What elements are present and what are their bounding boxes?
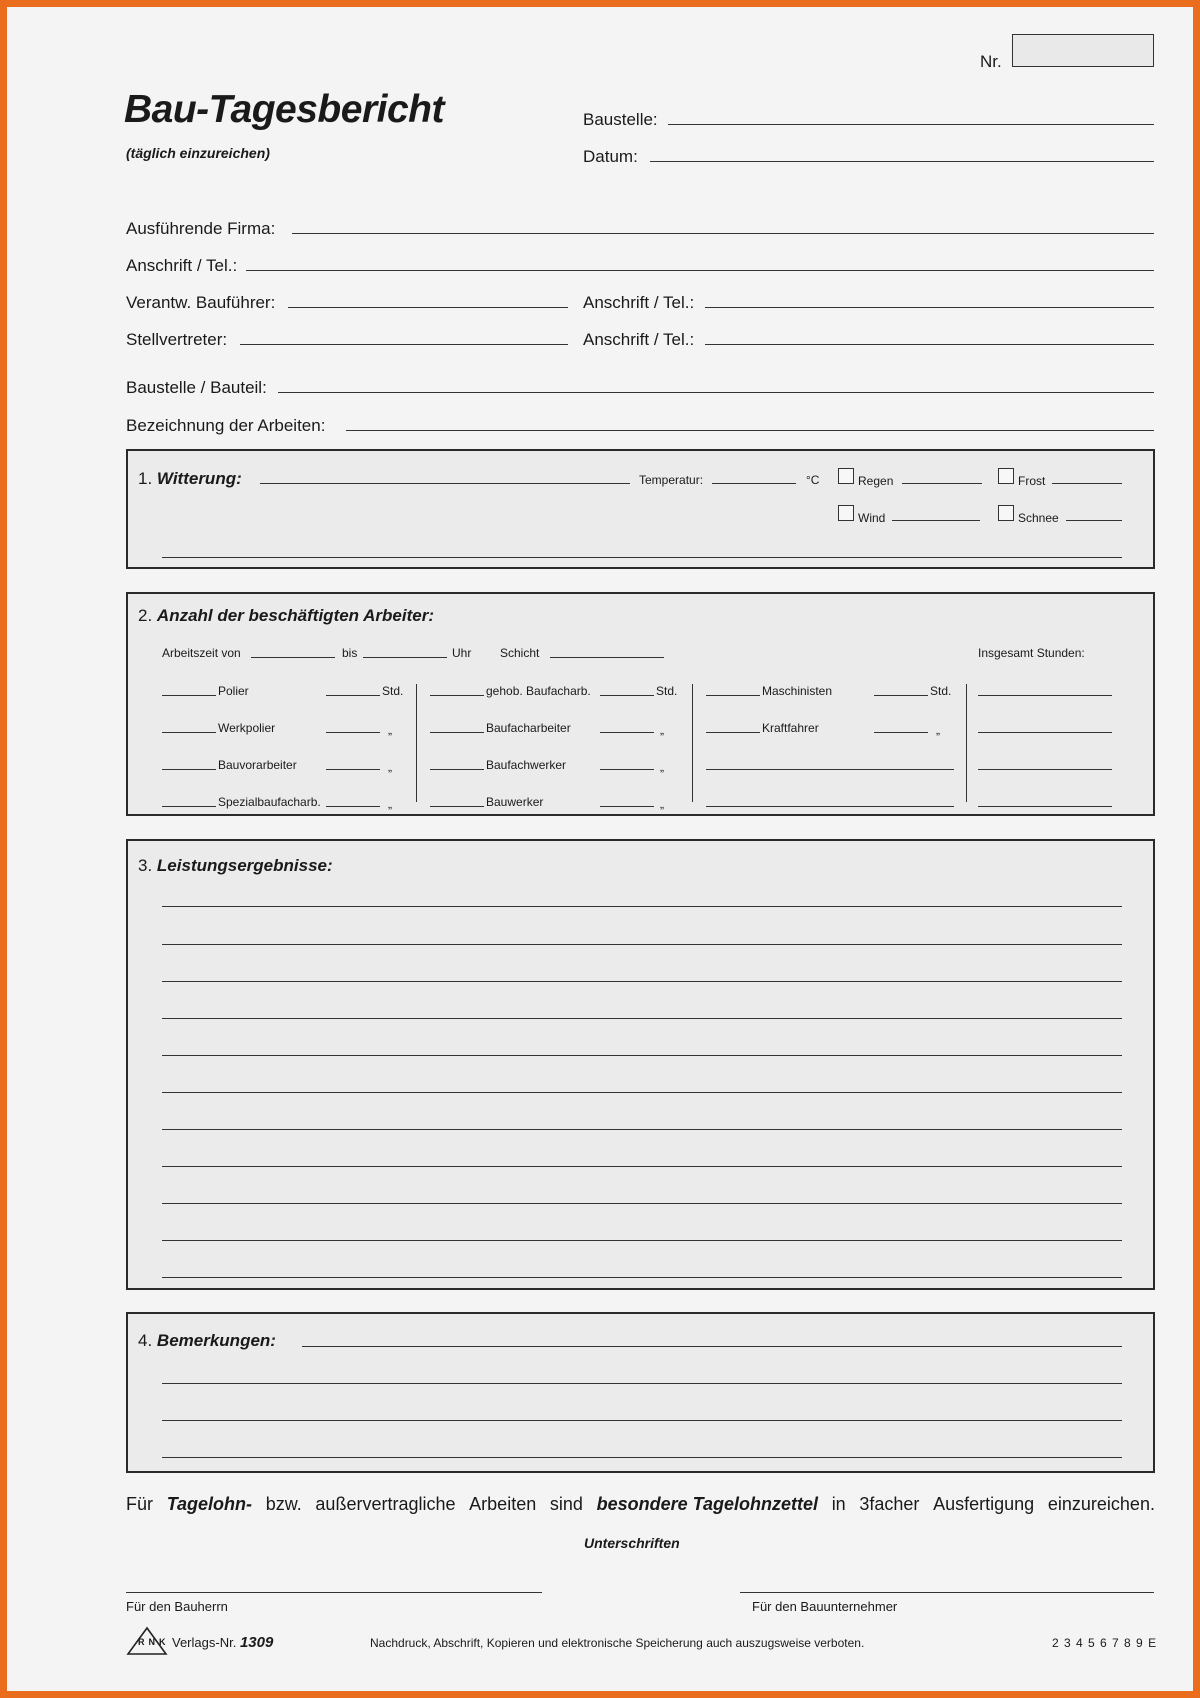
leistung-line[interactable] [162, 1166, 1122, 1167]
bemerkung-line[interactable] [162, 1383, 1122, 1384]
anschrift-label: Anschrift / Tel.: [126, 256, 238, 275]
leistung-line[interactable] [162, 1240, 1122, 1241]
publisher-logo [126, 1626, 168, 1656]
bauwerker-label: Bauwerker [486, 795, 544, 809]
temperatur-unit: °C [806, 473, 820, 487]
polier-label: Polier [218, 684, 249, 698]
column-divider [692, 684, 693, 802]
leistung-line[interactable] [162, 1203, 1122, 1204]
bauleiter-label: Verantw. Bauführer: [126, 293, 276, 312]
gehob-baufacharb-count-field[interactable] [430, 695, 484, 696]
schicht-label: Schicht [500, 646, 540, 660]
ditto-mark: „ [388, 797, 392, 811]
leistung-line[interactable] [162, 944, 1122, 945]
baufachwerker-count-field[interactable] [430, 769, 484, 770]
regen-label: Regen [858, 474, 894, 488]
leistung-line[interactable] [162, 1129, 1122, 1130]
bauvorarbeiter-label: Bauvorarbeiter [218, 758, 297, 772]
bemerkung-line[interactable] [162, 1457, 1122, 1458]
total-hours-field[interactable] [978, 806, 1112, 807]
kraftfahrer-count-field[interactable] [706, 732, 760, 733]
ditto-mark: „ [660, 797, 664, 811]
witterung-extra-field[interactable] [162, 557, 1122, 558]
leistung-line[interactable] [162, 1277, 1122, 1278]
baufachwerker-hours-field[interactable] [600, 769, 654, 770]
ditto-mark: „ [388, 723, 392, 737]
regen-checkbox[interactable] [838, 468, 854, 484]
spezialbaufacharb-count-field[interactable] [162, 806, 216, 807]
baufacharbeiter-hours-field[interactable] [600, 732, 654, 733]
signatures-heading: Unterschriften [584, 1535, 680, 1551]
section-bemerkungen [126, 1312, 1155, 1473]
column-divider [416, 684, 417, 802]
bemerkung-line[interactable] [302, 1346, 1122, 1347]
total-hours-field[interactable] [978, 732, 1112, 733]
baufacharbeiter-count-field[interactable] [430, 732, 484, 733]
arbeiten-label: Bezeichnung der Arbeiten: [126, 416, 326, 435]
schicht-field[interactable] [550, 657, 664, 658]
kraftfahrer-hours-field[interactable] [874, 732, 928, 733]
baufachwerker-label: Baufachwerker [486, 758, 567, 772]
arbeiter-title: 2. Anzahl der beschäftigten Arbeiter: [138, 606, 435, 625]
spezialbaufacharb-label: Spezialbaufacharb. [218, 795, 321, 809]
extra-worker-field[interactable] [706, 769, 954, 770]
extra-worker-field[interactable] [706, 806, 954, 807]
arbeiten-field[interactable] [346, 430, 1154, 431]
arbeitszeit-bis-field[interactable] [363, 657, 447, 658]
bauwerker-count-field[interactable] [430, 806, 484, 807]
baustelle-label: Baustelle: [583, 110, 658, 129]
wind-label: Wind [858, 511, 886, 525]
ditto-mark: „ [388, 760, 392, 774]
insgesamt-label: Insgesamt Stunden: [978, 646, 1085, 660]
werkpolier-hours-field[interactable] [326, 732, 380, 733]
total-hours-field[interactable] [978, 769, 1112, 770]
bauvorarbeiter-count-field[interactable] [162, 769, 216, 770]
tagelohn-note: Für Tagelohn- bzw. außervertragliche Arbeiten sind besondere Tagelohnzettel in 3facher Ausfertigung einzureichen. [126, 1494, 1155, 1514]
std-label: Std. [656, 684, 678, 698]
schnee-label: Schnee [1018, 511, 1059, 525]
gehob-baufacharb-label: gehob. Baufacharb. [486, 684, 591, 698]
bauleiter-anschrift-field[interactable] [705, 307, 1154, 308]
anschrift-field[interactable] [246, 270, 1154, 271]
polier-count-field[interactable] [162, 695, 216, 696]
witterung-field[interactable] [260, 483, 630, 484]
werkpolier-count-field[interactable] [162, 732, 216, 733]
temperatur-field[interactable] [712, 483, 796, 484]
bis-label: bis [342, 646, 358, 660]
leistung-line[interactable] [162, 1055, 1122, 1056]
bauunternehmer-signature-label: Für den Bauunternehmer [752, 1599, 898, 1614]
uhr-label: Uhr [452, 646, 472, 660]
copyright-notice: Nachdruck, Abschrift, Kopieren und elektronische Speicherung auch auszugsweise verboten. [370, 1636, 865, 1650]
ditto-mark: „ [660, 760, 664, 774]
maschinisten-count-field[interactable] [706, 695, 760, 696]
section-witterung [126, 449, 1155, 569]
frost-label: Frost [1018, 474, 1046, 488]
page-subtitle: (täglich einzureichen) [126, 145, 270, 161]
column-divider [966, 684, 967, 802]
werkpolier-label: Werkpolier [218, 721, 276, 735]
wind-checkbox[interactable] [838, 505, 854, 521]
baufacharbeiter-label: Baufacharbeiter [486, 721, 571, 735]
bauwerker-hours-field[interactable] [600, 806, 654, 807]
form-code: 2 3 4 5 6 7 8 9 E [1052, 1636, 1158, 1650]
datum-field[interactable] [650, 161, 1154, 162]
bauleiter-anschrift-label: Anschrift / Tel.: [583, 293, 695, 312]
nr-label: Nr. [980, 52, 1002, 71]
regen-field[interactable] [902, 483, 982, 484]
firma-label: Ausführende Firma: [126, 219, 276, 238]
leistung-line[interactable] [162, 906, 1122, 907]
datum-label: Datum: [583, 147, 638, 166]
schnee-checkbox[interactable] [998, 505, 1014, 521]
leistungsergebnisse-title: 3. Leistungsergebnisse: [138, 856, 333, 875]
section-arbeiter [126, 592, 1155, 816]
leistung-line[interactable] [162, 1018, 1122, 1019]
bauunternehmer-signature-field[interactable] [740, 1592, 1154, 1593]
ditto-mark: „ [660, 723, 664, 737]
ditto-mark: „ [936, 723, 940, 737]
stellvertreter-label: Stellvertreter: [126, 330, 228, 349]
verlag-label: Verlags-Nr. 1309 [172, 1634, 274, 1651]
bauteil-field[interactable] [278, 392, 1154, 393]
kraftfahrer-label: Kraftfahrer [762, 721, 819, 735]
bemerkung-line[interactable] [162, 1420, 1122, 1421]
bemerkungen-title: 4. Bemerkungen: [138, 1331, 276, 1350]
std-label: Std. [930, 684, 952, 698]
stellvertreter-anschrift-field[interactable] [705, 344, 1154, 345]
frost-field[interactable] [1052, 483, 1122, 484]
witterung-title: 1. Witterung: [138, 469, 242, 488]
std-label: Std. [382, 684, 404, 698]
temperatur-label: Temperatur: [639, 473, 704, 487]
leistung-line[interactable] [162, 981, 1122, 982]
bauteil-label: Baustelle / Bauteil: [126, 378, 267, 397]
maschinisten-hours-field[interactable] [874, 695, 928, 696]
stellvertreter-field[interactable] [240, 344, 568, 345]
publisher-logo-text: RNK [138, 1637, 170, 1647]
firma-field[interactable] [292, 233, 1154, 234]
bauherr-signature-field[interactable] [126, 1592, 542, 1593]
page-title: Bau-Tagesbericht [124, 88, 444, 131]
leistung-line[interactable] [162, 1092, 1122, 1093]
frost-checkbox[interactable] [998, 468, 1014, 484]
section-leistungsergebnisse [126, 839, 1155, 1290]
wind-field[interactable] [892, 520, 980, 521]
schnee-field[interactable] [1066, 520, 1122, 521]
total-hours-field[interactable] [978, 695, 1112, 696]
polier-hours-field[interactable] [326, 695, 380, 696]
bauleiter-field[interactable] [288, 307, 568, 308]
gehob-baufacharb-hours-field[interactable] [600, 695, 654, 696]
maschinisten-label: Maschinisten [762, 684, 833, 698]
spezialbaufacharb-hours-field[interactable] [326, 806, 380, 807]
nr-field[interactable] [1012, 34, 1154, 67]
arbeitszeit-von-field[interactable] [251, 657, 335, 658]
bauvorarbeiter-hours-field[interactable] [326, 769, 380, 770]
baustelle-field[interactable] [668, 124, 1154, 125]
arbeitszeit-label: Arbeitszeit von [162, 646, 241, 660]
stellvertreter-anschrift-label: Anschrift / Tel.: [583, 330, 695, 349]
bauherr-signature-label: Für den Bauherrn [126, 1599, 228, 1614]
